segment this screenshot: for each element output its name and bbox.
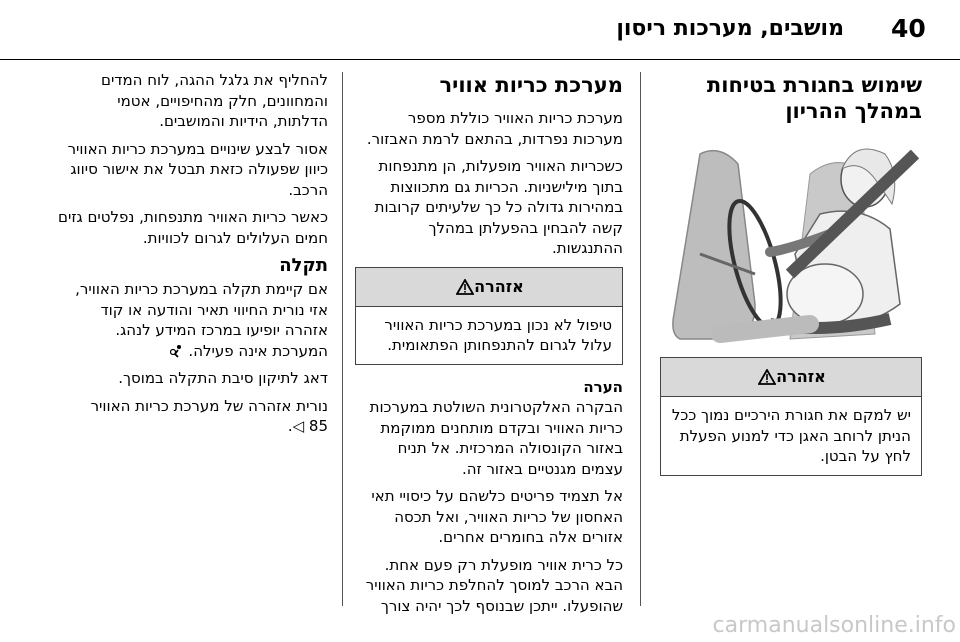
- watermark: carmanualsonline.info: [712, 613, 956, 638]
- fault-text: אם קיימת תקלה במערכת כריות האוויר, אזי נורית החיווי תאיר והודעה או קוד אזהרה יופיעו במרכז המידע לנהג. המערכת אינה פעילה.: [75, 280, 328, 360]
- airbag-warning-icon: [170, 344, 184, 358]
- note-paragraph: כל כרית אוויר מופעלת רק פעם אחת. הבא הרכב למוסך להחלפת כריות האוויר שהופעלו. ייתכן שבנוסף לכך יהיה צורך: [365, 555, 623, 615]
- reference-text: נורית אזהרה של מערכת כריות האוויר: [90, 396, 328, 415]
- column-airbag-system: [355, 70, 623, 623]
- warning-triangle-icon: [456, 279, 474, 295]
- header-rule: [0, 59, 960, 60]
- column-divider: [342, 72, 343, 606]
- page-reference-link[interactable]: 85 ◁.: [287, 417, 328, 435]
- paragraph: כשכריות האוויר מופעלות, הן מתנפחות בתוך מילישניות. הכריות גם מתכווצות במהירות גדולה כל כך שלעיתים קרובות קשה להבחין בהפעלתן במהלך ההתנגשות.: [374, 157, 623, 257]
- warning-header: [356, 268, 622, 307]
- note-paragraph: הבקרה האלקטרונית השולטת במערכות כריות האוויר ובקדם מותחנים ממוקמת באזור הקונסולה המרכזית. אל תניח עצמים מגנטיים באזור זה.: [369, 398, 623, 478]
- warning-title: אזהרה: [776, 367, 826, 386]
- warning-title: אזהרה: [474, 276, 524, 296]
- pregnant-driver-illustration: [660, 134, 922, 347]
- warning-header: [661, 358, 921, 397]
- warning-box-airbag: [355, 267, 623, 365]
- warning-triangle-icon: [758, 369, 776, 385]
- paragraph: כאשר כריות האוויר מתנפחות, נפלטים גזים חמים העלולים לגרום לכוויות.: [58, 208, 328, 247]
- paragraph: מערכת כריות האוויר כוללת מספר מערכות נפרדות, בהתאם לרמת האבזור.: [366, 109, 623, 148]
- page-number: 40: [891, 14, 926, 43]
- warning-text: יש למקם את חגורת הירכיים נמוך ככל הניתן לרוחב האגן כדי למנוע הפעלת לחץ על הבטן.: [671, 406, 911, 465]
- heading-airbag-system: מערכת כריות אוויר: [439, 73, 623, 97]
- note-paragraph: אל תצמיד פריטים כלשהם על כיסויי תאי האחסון של כריות האוויר, ואל תכסה אזורים אלה בחומרים אחרים.: [371, 487, 623, 546]
- heading-pregnancy-seatbelt: שימוש בחגורת בטיחות במהלך ההריון: [706, 73, 922, 123]
- paragraph: להחליף את גלגל ההגה, לוח המדים והמחוונים, חלק מהחיפויים, אטמי הדלתות, הידיות והמושבים.: [101, 71, 328, 130]
- paragraph: דאג לתיקון סיבת התקלה במוסך.: [118, 369, 328, 387]
- column-airbag-continued: [58, 70, 328, 444]
- paragraph: אסור לבצע שינויים במערכת כריות האוויר כיוון שפעולה כזאת תבטל את אישור סיווג הרכב.: [67, 139, 328, 199]
- paragraph: [58, 279, 328, 361]
- warning-text: טיפול לא נכון במערכת כריות האוויר עלול לגרום להתנפחותן הפתאומית.: [384, 315, 612, 354]
- heading-fault: תקלה: [279, 255, 328, 276]
- column-divider: [640, 72, 641, 606]
- warning-box-lap-belt: [660, 357, 922, 476]
- section-title: מושבים, מערכות ריסון: [616, 16, 844, 41]
- column-pregnancy-seatbelt: [660, 70, 922, 488]
- note-title: הערה: [583, 377, 623, 396]
- paragraph: [58, 396, 328, 437]
